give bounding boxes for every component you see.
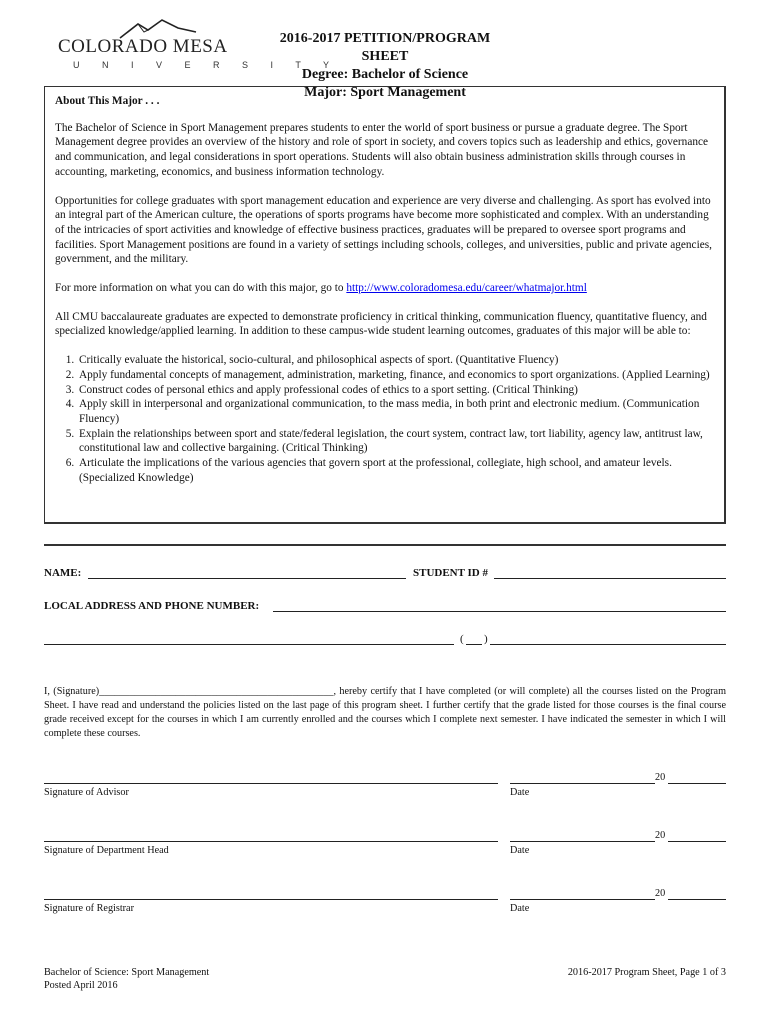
registrar-signature-label: Signature of Registrar: [44, 903, 134, 914]
area-code-field[interactable]: [466, 644, 482, 645]
more-info-text: For more information on what you can do with this major, go to: [55, 282, 347, 295]
about-paragraph-1: The Bachelor of Science in Sport Management prepares students to enter the world of sport business or pursue a graduate degree. The Sport Management degree provides an overview of the history and role of sport in society, and covers topics such as leadership and ethics, governance and communication, and legal considerations in sport operations. Students will also obtain business administration skills through courses in accounting, marketing, economics, and business information technology.: [55, 121, 709, 178]
name-label: NAME:: [44, 567, 82, 579]
advisor-date-label: Date: [510, 787, 530, 798]
address-field[interactable]: [273, 611, 726, 612]
about-paragraph-2: Opportunities for college graduates with sport management education and experience are very diverse and challenging. As sport has evolved into an integral part of the American culture, the operations of sports programs have become more sophisticated and complex. With an understanding of the intricacies of sport activities and knowledge of effective business practices, graduates will be prepared to oversee sport programs and facilities. Sport Management positions are found in a variety of settings including schools, colleges, and universities, public and private agencies, government, and the military.: [55, 194, 712, 266]
list-item: 2. Apply fundamental concepts of management, administration, marketing, finance, and economics to sport organizations. (Applied Learning): [77, 368, 715, 383]
list-item: 4. Apply skill in interpersonal and organizational communication, to the mass media, in both print and electronic medium. (Communication Fluency): [77, 397, 715, 426]
dept-head-year-prefix: 20: [655, 830, 666, 841]
dept-head-signature-field[interactable]: [44, 841, 498, 842]
advisor-year-field[interactable]: [668, 783, 726, 784]
section-divider: [44, 544, 726, 546]
certification-statement: I, (Signature)______________________________________________, hereby certify that I have completed (or will complete) all the courses listed on the Program Sheet. I have read and understand the policies listed on the last page of this program sheet. I further certify that the grade listed for those courses is the final course grade received except for the courses in which I am currently enrolled and the courses which I complete next semester. I have indicated the semester in which I will complete these courses.: [44, 686, 726, 739]
dept-head-date-field[interactable]: [510, 841, 655, 842]
name-field[interactable]: [88, 578, 406, 579]
footer-page-number: 2016-2017 Program Sheet, Page 1 of 3: [567, 967, 726, 978]
advisor-signature-label: Signature of Advisor: [44, 787, 129, 798]
about-paragraph-3: [55, 281, 715, 296]
about-heading: About This Major . . .: [55, 95, 160, 107]
phone-field[interactable]: [490, 644, 726, 645]
phone-paren-close: ): [484, 633, 488, 645]
dept-head-year-field[interactable]: [668, 841, 726, 842]
logo-subtitle: U N I V E R S I T Y: [73, 60, 340, 70]
phone-paren-open: (: [460, 633, 464, 645]
list-item: 1. Critically evaluate the historical, socio-cultural, and philosophical aspects of sport. (Quantitative Fluency): [77, 353, 715, 368]
about-major-box: [44, 86, 726, 524]
title-degree: Degree: Bachelor of Science: [301, 67, 469, 82]
registrar-year-field[interactable]: [668, 899, 726, 900]
student-id-label: STUDENT ID #: [413, 567, 488, 579]
address-label: LOCAL ADDRESS AND PHONE NUMBER:: [44, 600, 260, 612]
dept-head-date-label: Date: [510, 845, 530, 856]
title-line-1: 2016-2017 PETITION/PROGRAM SHEET: [279, 31, 491, 64]
list-item: 3. Construct codes of personal ethics and apply professional codes of ethics to a sport setting. (Critical Thinking): [77, 383, 715, 398]
footer-posted-date: Posted April 2016: [44, 980, 118, 991]
list-item: 5. Explain the relationships between sport and state/federal legislation, the court system, contract law, tort liability, agency law, antitrust law, constitutional law and collective bargaining. (Critical Thinking): [77, 427, 715, 456]
registrar-date-field[interactable]: [510, 899, 655, 900]
university-logo: [58, 18, 340, 74]
advisor-year-prefix: 20: [655, 772, 666, 783]
student-id-field[interactable]: [494, 578, 726, 579]
logo-name: COLORADO MESA: [58, 36, 228, 57]
footer-left: [44, 966, 209, 992]
advisor-date-field[interactable]: [510, 783, 655, 784]
footer-program: Bachelor of Science: Sport Management: [44, 967, 210, 978]
registrar-date-label: Date: [510, 903, 530, 914]
advisor-signature-field[interactable]: [44, 783, 498, 784]
about-paragraph-4: All CMU baccalaureate graduates are expected to demonstrate proficiency in critical thinking, communication fluency, quantitative fluency, and specialized knowledge/applied learning. In addition to these campus-wide student learning outcomes, graduates of this major will be able to:: [55, 310, 707, 338]
career-link[interactable]: http://www.coloradomesa.edu/career/whatmajor.html: [346, 282, 587, 295]
title-major: Major: Sport Management: [304, 85, 466, 100]
dept-head-signature-label: Signature of Department Head: [44, 845, 169, 856]
address-field-line-2[interactable]: [44, 644, 454, 645]
registrar-year-prefix: 20: [655, 888, 666, 899]
outcomes-list: [55, 353, 715, 485]
registrar-signature-field[interactable]: [44, 899, 498, 900]
list-item: 6. Articulate the implications of the various agencies that govern sport at the professional, collegiate, high school, and amateur levels. (Specialized Knowledge): [77, 456, 715, 485]
